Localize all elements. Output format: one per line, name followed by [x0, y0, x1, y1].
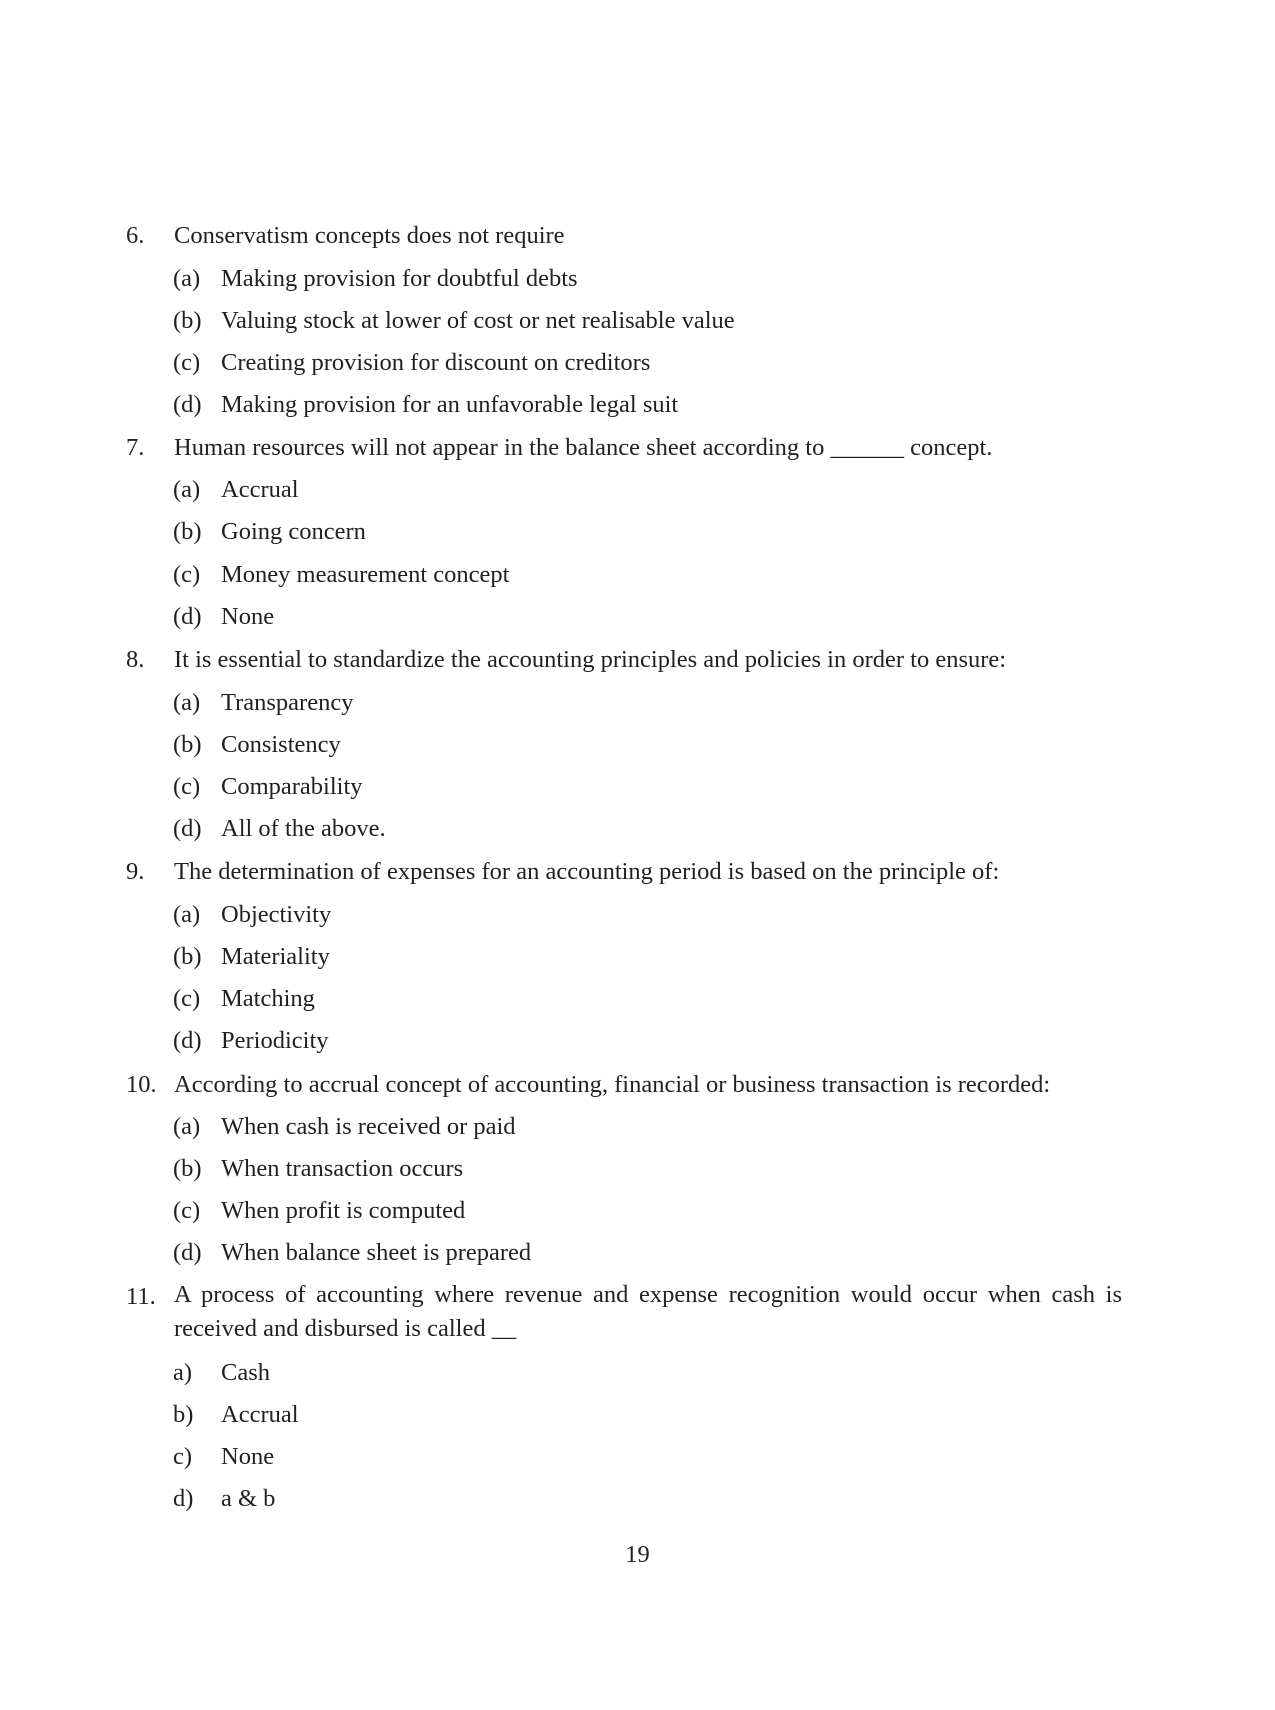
option-label: (b)	[173, 307, 202, 334]
option-label: c)	[173, 1443, 193, 1470]
page-number: 19	[625, 1541, 650, 1568]
option-text: Objectivity	[221, 901, 332, 928]
option-text: All of the above.	[221, 815, 386, 842]
question-number: 11.	[126, 1283, 156, 1310]
option-label: (c)	[173, 561, 201, 588]
option-text: Creating provision for discount on creditors	[221, 349, 651, 376]
option-text: When balance sheet is prepared	[221, 1239, 532, 1266]
option-text: When cash is received or paid	[221, 1113, 516, 1140]
option-label: (c)	[173, 985, 201, 1012]
option-text: Cash	[221, 1359, 270, 1386]
option-label: (c)	[173, 773, 201, 800]
question-text: According to accrual concept of accounting, financial or business transaction is recorded:	[174, 1071, 1051, 1098]
option-text: Transparency	[221, 689, 354, 716]
option-label: (b)	[173, 518, 202, 545]
option-text: Accrual	[221, 476, 299, 503]
option-text: Accrual	[221, 1401, 299, 1428]
question-number: 7.	[126, 434, 145, 461]
option-label: (a)	[173, 901, 201, 928]
option-text: When transaction occurs	[221, 1155, 464, 1182]
option-label: d)	[173, 1485, 194, 1512]
option-label: (a)	[173, 476, 201, 503]
option-text: Money measurement concept	[221, 561, 510, 588]
option-label: b)	[173, 1401, 194, 1428]
question-number: 9.	[126, 858, 145, 885]
question-number: 10.	[126, 1071, 157, 1098]
option-label: (d)	[173, 391, 202, 418]
option-text: Materiality	[221, 943, 330, 970]
option-text: Making provision for an unfavorable legal suit	[221, 391, 679, 418]
option-text: None	[221, 603, 275, 630]
question-text: Conservatism concepts does not require	[174, 222, 565, 249]
question-text: A process of accounting where revenue and expense recognition would occur when cash is received and disbursed is called __	[174, 1281, 1122, 1342]
option-label: (a)	[173, 689, 201, 716]
option-label: (b)	[173, 731, 202, 758]
question-text: It is essential to standardize the accounting principles and policies in order to ensure:	[174, 646, 1007, 673]
question-number: 8.	[126, 646, 145, 673]
option-text: Valuing stock at lower of cost or net realisable value	[221, 307, 735, 334]
option-label: (d)	[173, 1239, 202, 1266]
option-label: a)	[173, 1359, 193, 1386]
option-text: When profit is computed	[221, 1197, 466, 1224]
option-text: a & b	[221, 1485, 276, 1512]
option-text: Periodicity	[221, 1027, 329, 1054]
option-label: (b)	[173, 943, 202, 970]
option-label: (c)	[173, 1197, 201, 1224]
option-label: (d)	[173, 1027, 202, 1054]
option-label: (c)	[173, 349, 201, 376]
option-text: Consistency	[221, 731, 341, 758]
question-text: Human resources will not appear in the balance sheet according to ______ concept.	[174, 434, 993, 461]
option-text: None	[221, 1443, 275, 1470]
option-label: (b)	[173, 1155, 202, 1182]
option-text: Going concern	[221, 518, 366, 545]
question-number: 6.	[126, 222, 145, 249]
question-text: The determination of expenses for an accounting period is based on the principle of:	[174, 858, 1000, 885]
option-text: Making provision for doubtful debts	[221, 265, 578, 292]
option-label: (d)	[173, 603, 202, 630]
option-label: (d)	[173, 815, 202, 842]
option-text: Comparability	[221, 773, 363, 800]
option-label: (a)	[173, 1113, 201, 1140]
option-text: Matching	[221, 985, 315, 1012]
option-label: (a)	[173, 265, 201, 292]
